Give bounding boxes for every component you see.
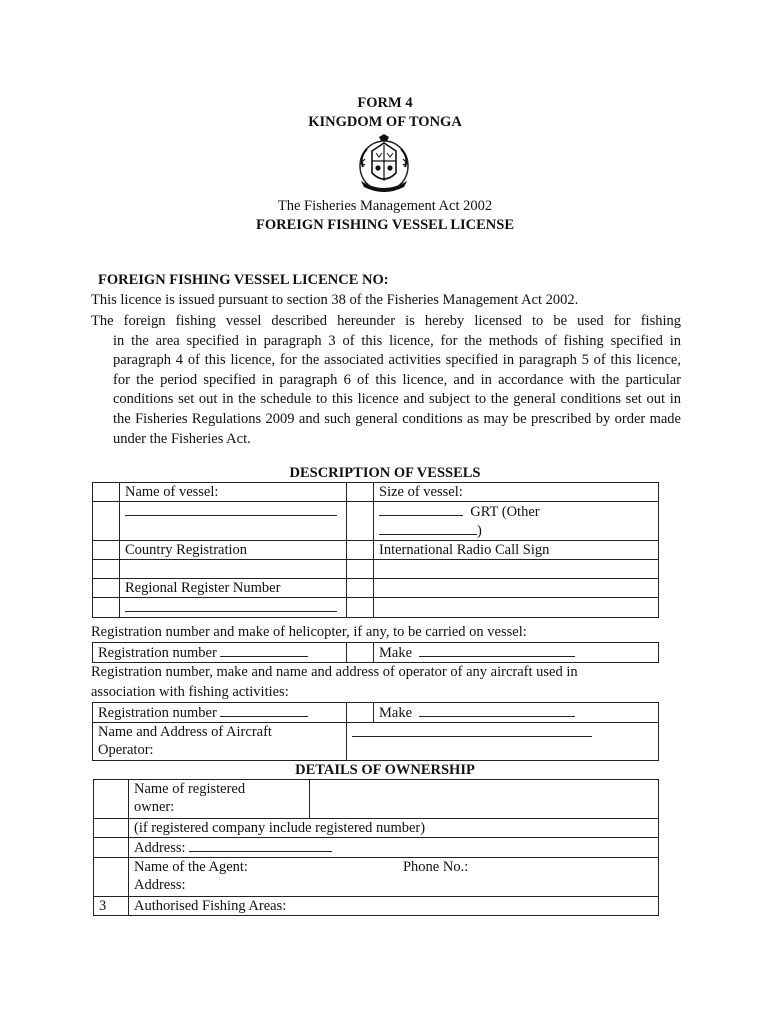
grt-label: GRT (Other [470, 504, 540, 520]
ownership-heading: DETAILS OF OWNERSHIP [295, 762, 475, 778]
radio-call-sign-label: International Radio Call Sign [374, 541, 659, 560]
agent-field[interactable] [129, 858, 659, 897]
country-registration-field[interactable] [120, 560, 347, 579]
coat-of-arms-emblem [355, 133, 413, 195]
aircraft-registration-label: Registration number [98, 705, 217, 721]
owner-address-field[interactable] [129, 838, 659, 858]
aircraft-make-label: Make [379, 705, 413, 721]
owner-label: Name of registered owner: [129, 780, 310, 819]
helicopter-make-label: Make [379, 645, 413, 661]
licence-body-first-line: The foreign fishing vessel described hereunder is hereby licensed to be used for fishing [91, 313, 681, 329]
form-number: FORM 4 [357, 95, 413, 111]
helicopter-table [92, 642, 659, 663]
company-note: (if registered company include registered number) [129, 819, 659, 838]
helicopter-registration-label: Registration number [98, 645, 217, 661]
vessels-table [92, 482, 659, 618]
helicopter-registration-field[interactable] [93, 643, 347, 663]
aircraft-operator-field[interactable] [347, 723, 659, 761]
country-title: KINGDOM OF TONGA [308, 114, 462, 130]
fishing-areas-field[interactable] [129, 897, 659, 916]
licence-number-heading: FOREIGN FISHING VESSEL LICENCE NO: [98, 272, 389, 288]
vessel-name-label: Name of vessel: [120, 483, 347, 502]
owner-address-label: Address: [134, 840, 186, 856]
aircraft-make-field[interactable] [374, 703, 659, 723]
row-number: 3 [94, 897, 129, 916]
vessel-size-field[interactable] [374, 502, 659, 541]
radio-call-sign-field[interactable] [374, 560, 659, 579]
phone-label: Phone No.: [402, 859, 469, 875]
regional-register-label: Regional Register Number [120, 579, 347, 598]
agent-address-label: Address: [134, 877, 186, 893]
aircraft-table [92, 702, 659, 761]
aircraft-registration-field[interactable] [93, 703, 347, 723]
act-name: The Fisheries Management Act 2002 [277, 198, 493, 214]
ownership-table [93, 779, 659, 916]
helicopter-caption: Registration number and make of helicopter, if any, to be carried on vessel: [91, 624, 527, 640]
vessel-size-label: Size of vessel: [374, 483, 659, 502]
aircraft-caption-line1: Registration number, make and name and address of operator of any aircraft used in [91, 664, 578, 680]
vessels-heading: DESCRIPTION OF VESSELS [289, 465, 481, 481]
grt-close: ) [477, 523, 482, 539]
vessel-name-field[interactable] [120, 502, 347, 541]
country-registration-label: Country Registration [120, 541, 347, 560]
licence-body-rest: in the area specified in paragraph 3 of this licence, for the methods of fishing specified in paragraph 4 of this licence, for the associated activities specified in paragraph 5 of this licence, for the period specified in paragraph 6 of this licence, and in accordance with the particular conditions set out in the schedule to this licence and subject to the general conditions set out in the Fisheries Regulations 2009 and such general conditions as may be prescribed by order made under the Fisheries Act. [113, 332, 681, 447]
helicopter-make-field[interactable] [374, 643, 659, 663]
licence-body [91, 312, 681, 449]
licence-statement: This licence is issued pursuant to section 38 of the Fisheries Management Act 2002. [91, 292, 579, 308]
aircraft-caption-line2: association with fishing activities: [91, 684, 289, 700]
fishing-areas-label: Authorised Fishing Areas: [134, 898, 287, 914]
agent-label: Name of the Agent: [134, 859, 248, 875]
regional-register-field[interactable] [120, 598, 347, 618]
owner-field[interactable] [310, 780, 659, 819]
aircraft-operator-label: Name and Address of Aircraft Operator: [93, 723, 347, 761]
license-title: FOREIGN FISHING VESSEL LICENSE [256, 217, 514, 233]
